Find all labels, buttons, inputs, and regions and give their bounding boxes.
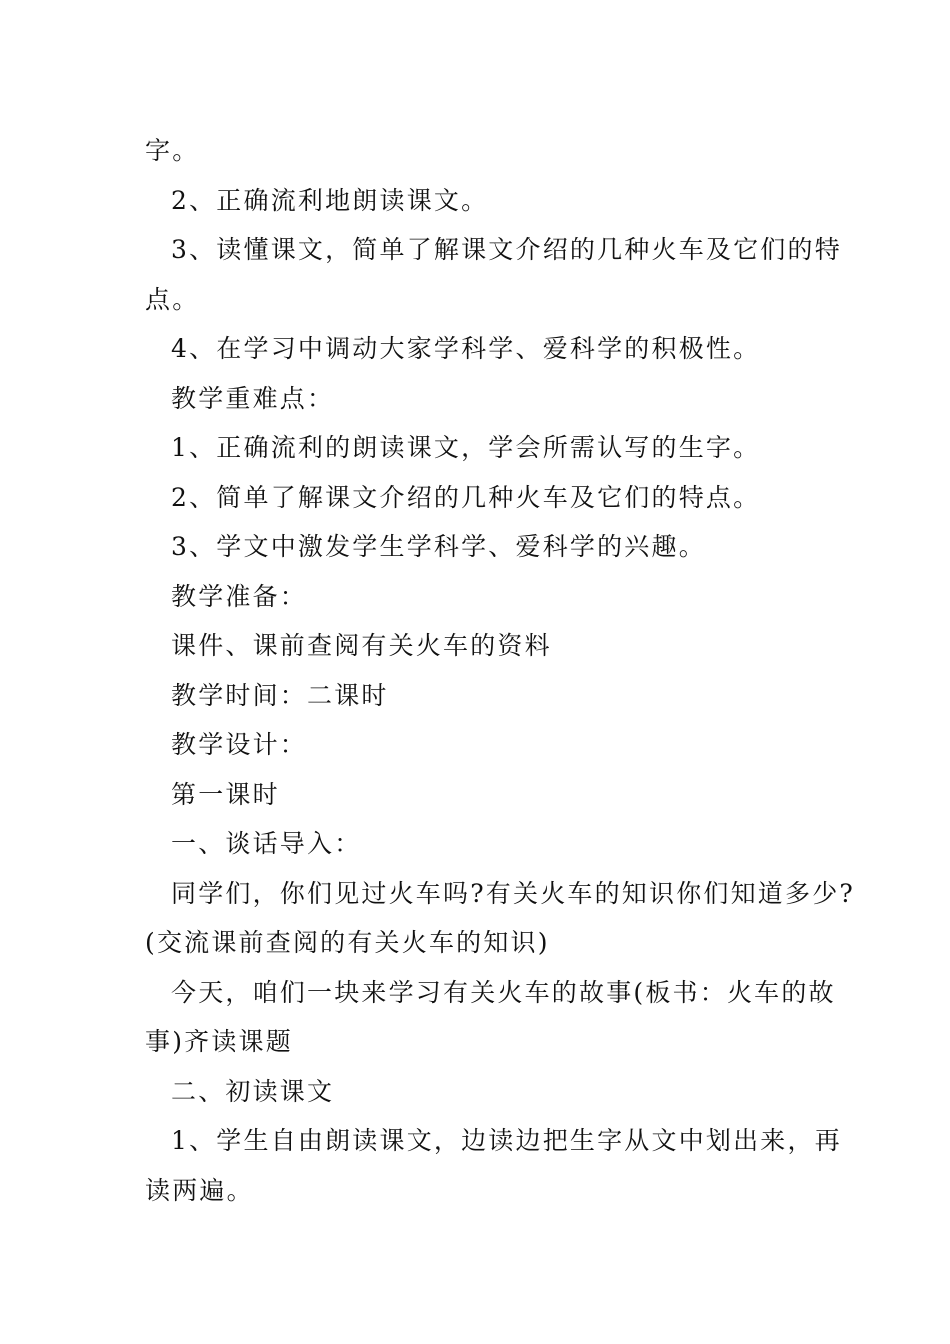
section-heading: 第一课时 — [171, 779, 280, 809]
section-heading: 二、初读课文 — [171, 1076, 335, 1106]
text-line: 3、读懂课文，简单了解课文介绍的几种火车及它们的特 — [171, 235, 842, 264]
text-line: 1、学生自由朗读课文，边读边把生字从文中划出来，再 — [171, 1126, 842, 1155]
text-line: 2、正确流利地朗读课文。 — [171, 185, 489, 215]
text-line: 2、简单了解课文介绍的几种火车及它们的特点。 — [171, 482, 761, 512]
text-line: 教学时间：二课时 — [171, 680, 389, 710]
section-heading: 教学重难点： — [171, 383, 335, 413]
text-line: 读两遍。 — [145, 1175, 254, 1205]
section-heading: 一、谈话导入： — [171, 829, 362, 858]
text-line: 课件、课前查阅有关火车的资料 — [171, 631, 552, 660]
text-line: 事)齐读课题 — [145, 1027, 293, 1056]
text-line: 字。 — [145, 136, 200, 165]
text-line: 点。 — [145, 284, 200, 314]
section-heading: 教学设计： — [171, 730, 308, 759]
document-body — [145, 126, 856, 1215]
section-heading: 教学准备： — [171, 581, 308, 611]
text-line: (交流课前查阅的有关火车的知识) — [145, 928, 550, 957]
text-line: 今天，咱们一块来学习有关火车的故事(板书：火车的故 — [171, 977, 836, 1007]
text-line: 3、学文中激发学生学科学、爱科学的兴趣。 — [171, 532, 706, 561]
text-line: 同学们，你们见过火车吗?有关火车的知识你们知道多少? — [171, 878, 856, 908]
text-line: 1、正确流利的朗读课文，学会所需认写的生字。 — [171, 433, 761, 462]
text-line: 4、在学习中调动大家学科学、爱科学的积极性。 — [171, 334, 761, 363]
